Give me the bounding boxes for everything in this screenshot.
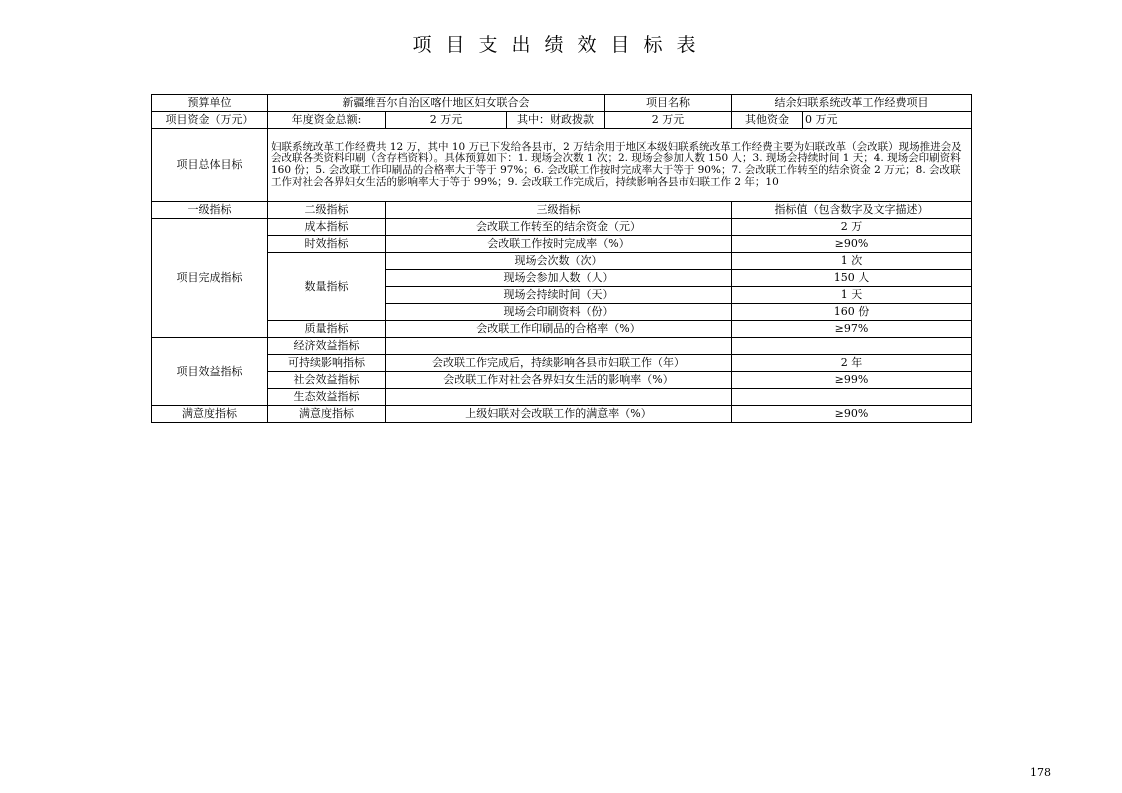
quality-item: 会改联工作印刷品的合格率（%） (386, 321, 732, 338)
sustain-row (152, 355, 972, 372)
quantity-item: 现场会持续时间（天） (386, 287, 732, 304)
quantity-value: 1 天 (732, 287, 972, 304)
sustain-value: 2 年 (732, 355, 972, 372)
budget-unit-row (152, 95, 972, 112)
col-level1: 一级指标 (152, 202, 268, 219)
col-value: 指标值（包含数字及文字描述） (732, 202, 972, 219)
social-value: ≥99% (732, 372, 972, 389)
satisfaction-label: 满意度指标 (152, 406, 268, 423)
satisfaction-item: 上级妇联对会改联工作的满意率（%） (386, 406, 732, 423)
annual-total-value: 2 万元 (386, 112, 507, 129)
social-row (152, 372, 972, 389)
quality-label: 质量指标 (268, 321, 386, 338)
economic-item (386, 338, 732, 355)
time-label: 时效指标 (268, 236, 386, 253)
budget-unit-value: 新疆维吾尔自治区喀什地区妇女联合会 (268, 95, 605, 112)
sustain-label: 可持续影响指标 (268, 355, 386, 372)
fiscal-value: 2 万元 (605, 112, 732, 129)
ecology-value (732, 389, 972, 406)
satisfaction-value: ≥90% (732, 406, 972, 423)
col-level3: 三级指标 (386, 202, 732, 219)
completion-label: 项目完成指标 (152, 219, 268, 338)
cost-row (152, 219, 972, 236)
ecology-row (152, 389, 972, 406)
economic-value (732, 338, 972, 355)
sustain-item: 会改联工作完成后，持续影响各县市妇联工作（年） (386, 355, 732, 372)
ecology-label: 生态效益指标 (268, 389, 386, 406)
satisfaction-row (152, 406, 972, 423)
fiscal-label: 其中：财政拨款 (507, 112, 605, 129)
funds-label: 项目资金（万元） (152, 112, 268, 129)
satisfaction-sub-label: 满意度指标 (268, 406, 386, 423)
budget-unit-label: 预算单位 (152, 95, 268, 112)
time-value: ≥90% (732, 236, 972, 253)
quantity-row-1 (152, 253, 972, 270)
column-header-row (152, 202, 972, 219)
page-title: 项目支出绩效目标表 (412, 34, 710, 56)
overall-goal-label: 项目总体目标 (152, 129, 268, 202)
quantity-label: 数量指标 (268, 253, 386, 321)
project-name-label: 项目名称 (605, 95, 732, 112)
quantity-value: 1 次 (732, 253, 972, 270)
time-row (152, 236, 972, 253)
cost-item: 会改联工作转至的结余资金（元） (386, 219, 732, 236)
quality-value: ≥97% (732, 321, 972, 338)
economic-label: 经济效益指标 (268, 338, 386, 355)
social-label: 社会效益指标 (268, 372, 386, 389)
benefit-label: 项目效益指标 (152, 338, 268, 406)
cost-label: 成本指标 (268, 219, 386, 236)
cost-value: 2 万 (732, 219, 972, 236)
performance-target-table (151, 94, 972, 423)
quantity-item: 现场会印刷资料（份） (386, 304, 732, 321)
quantity-value: 150 人 (732, 270, 972, 287)
col-level2: 二级指标 (268, 202, 386, 219)
page-number: 178 (1030, 766, 1051, 779)
other-funds-label: 其他资金 (732, 112, 803, 129)
quantity-item: 现场会参加人数（人） (386, 270, 732, 287)
quantity-item: 现场会次数（次） (386, 253, 732, 270)
overall-goal-text: 妇联系统改革工作经费共 12 万，其中 10 万已下发给各县市，2 万结余用于地区本级妇联系统改革工作经费主要为妇联改革（会改联）现场推进会及会改联各类资料印刷（含存档资料）。具体预算如下：1. 现场会次数 1 次；2. 现场会参加人数 150 人；3. 现场会持续时间 1 天；4. 现场会印刷资料 160 份；5. 会改联工作印刷品的合格率大于等于 97%；6. 会改联工作按时完成率大于等于 90%；7. 会改联工作转至的结余资金 2 万元；8. 会改联工作对社会各界妇女生活的影响率大于等于 99%；9. 会改联工作完成后，持续影响各县市妇联工作 2 年；10 (268, 129, 972, 202)
time-item: 会改联工作按时完成率（%） (386, 236, 732, 253)
quantity-value: 160 份 (732, 304, 972, 321)
social-item: 会改联工作对社会各界妇女生活的影响率（%） (386, 372, 732, 389)
funds-row (152, 112, 972, 129)
project-name-value: 结余妇联系统改革工作经费项目 (732, 95, 972, 112)
economic-row (152, 338, 972, 355)
other-funds-value: 0 万元 (803, 112, 972, 129)
annual-total-label: 年度资金总额: (268, 112, 386, 129)
overall-goal-row (152, 129, 972, 202)
quality-row (152, 321, 972, 338)
ecology-item (386, 389, 732, 406)
